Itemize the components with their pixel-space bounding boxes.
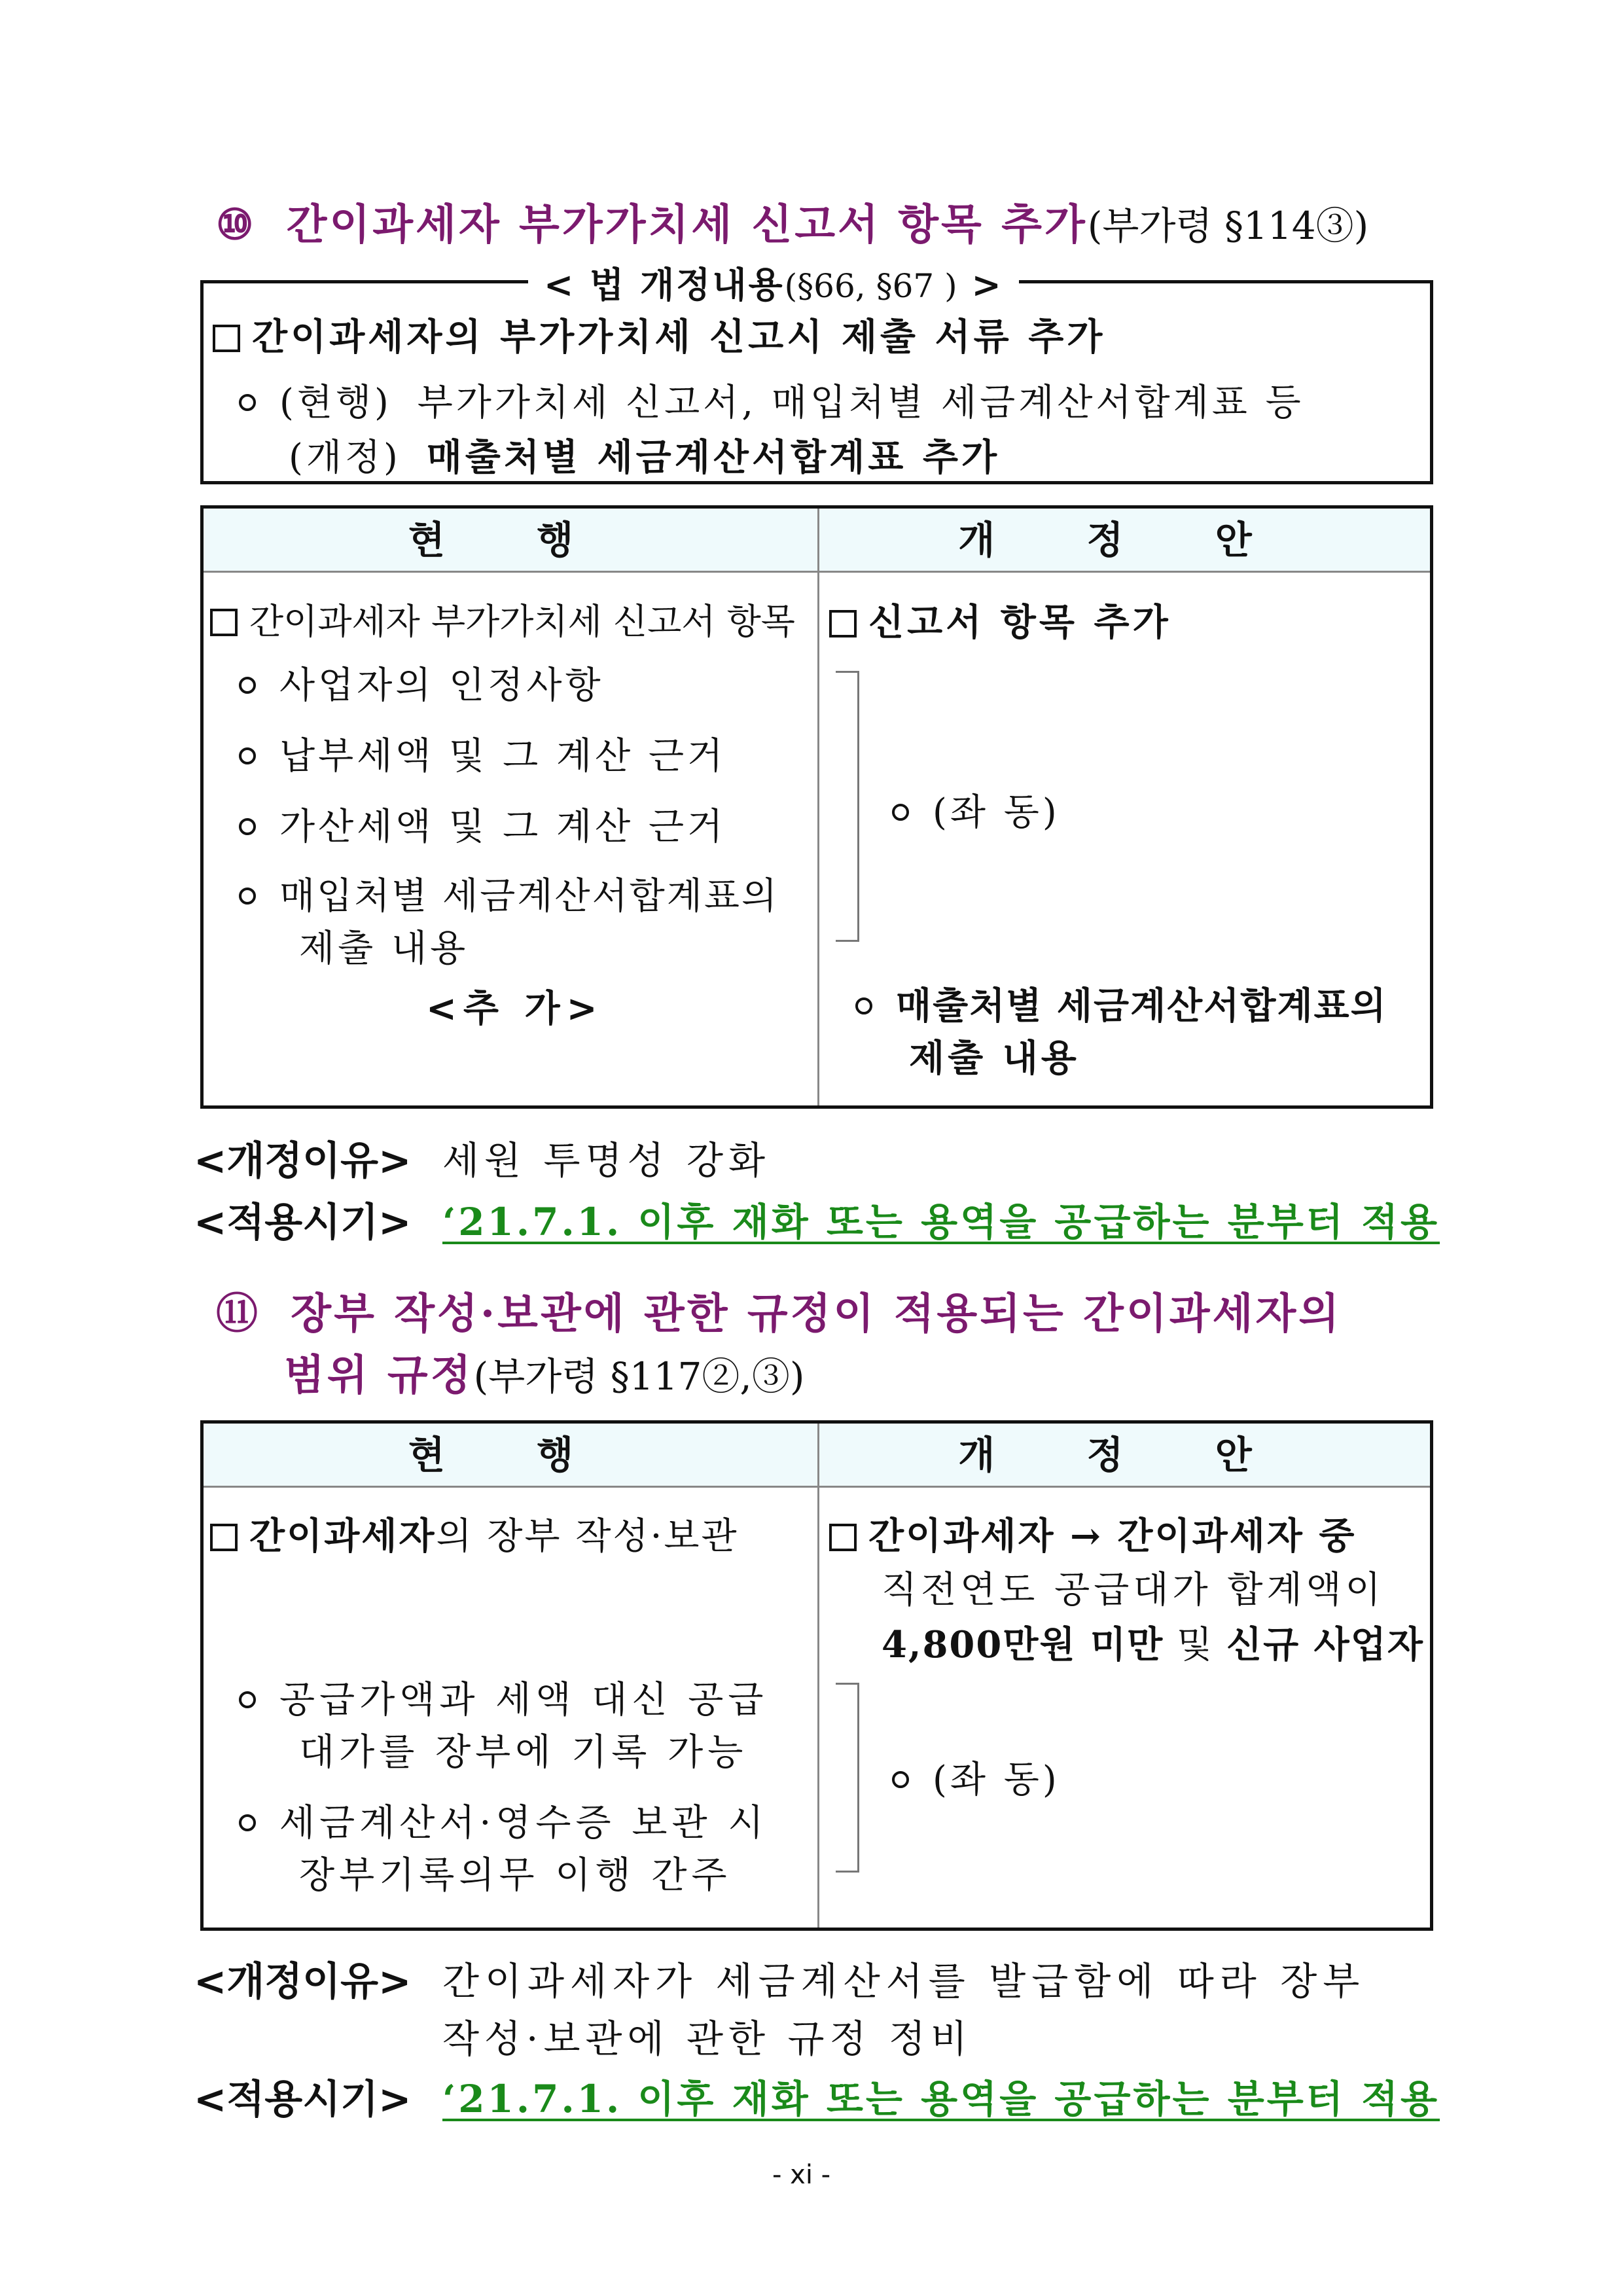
left-item-4-cont: 제출 내용 <box>299 927 469 970</box>
checkbox-icon <box>829 1524 857 1551</box>
section-10-title <box>216 191 1368 251</box>
left-item-2: 세금계산서·영수증 보관 시 <box>239 1794 768 1846</box>
right-heading: 간이과세자 → 간이과세자 중 <box>829 1507 1356 1560</box>
left-item-2-cont: 장부기록의무 이행 간주 <box>299 1854 732 1897</box>
law-box-current: (현행) 부가가치세 신고서, 매입처별 세금계산서합계표 등 <box>239 374 1304 426</box>
left-heading: 간이과세자의 장부 작성·보관 <box>210 1507 739 1560</box>
law-amendment-box <box>200 264 1433 484</box>
effective-text-11: ‘21.7.1. 이후 재화 또는 용역을 공급하는 분부터 적용 <box>442 2077 1440 2121</box>
bullet-circle-icon <box>239 1814 256 1831</box>
section-11-title-line1: ⑪ 장부 작성·보관에 관한 규정이 적용되는 간이과세자의 <box>216 1289 1342 1338</box>
bullet-circle-icon <box>855 997 872 1014</box>
reason-text-11-line2: 작성·보관에 관한 규정 정비 <box>442 2017 973 2061</box>
section-11-title-line2: 범위 규정(부가령 §117②,③) <box>284 1351 805 1400</box>
column-divider <box>817 509 819 1105</box>
bullet-circle-icon <box>239 818 256 835</box>
comparison-table-10 <box>200 505 1433 1109</box>
left-item-4: 매입처별 세금계산서합계표의 <box>239 867 779 920</box>
effective-label-11: <적용시기> <box>194 2077 412 2123</box>
left-item-1-cont: 대가를 장부에 기록 가능 <box>299 1731 748 1774</box>
bullet-circle-icon <box>239 888 256 905</box>
column-divider <box>817 1424 819 1928</box>
bracket-line <box>836 671 859 942</box>
effective-text-10: ‘21.7.1. 이후 재화 또는 용역을 공급하는 분부터 적용 <box>442 1200 1440 1244</box>
right-same: (좌 동) <box>892 783 1060 836</box>
reason-text-10: 세원 투명성 강화 <box>442 1138 771 1183</box>
bullet-circle-icon <box>892 1771 909 1788</box>
bullet-circle-icon <box>239 394 256 411</box>
table-header-current: 현 행 <box>204 509 817 573</box>
right-heading: 신고서 항목 추가 <box>829 594 1171 646</box>
table-header-revised: 개 정 안 <box>819 1424 1430 1488</box>
bullet-circle-icon <box>239 677 256 694</box>
left-item-3: 가산세액 및 그 계산 근거 <box>239 798 726 850</box>
table-header-current: 현 행 <box>204 1424 817 1488</box>
table-header-revised: 개 정 안 <box>819 509 1430 573</box>
left-heading: 간이과세자 부가가치세 신고서 항목 <box>210 594 795 644</box>
checkbox-icon <box>210 609 238 636</box>
section-10-heading: 간이과세자 부가가치세 신고서 항목 추가 <box>286 200 1088 249</box>
law-box-revised: (개정) 매출처별 세금계산서합계표 추가 <box>289 436 1001 479</box>
section-11-citation: (부가령 §117②,③) <box>473 1354 805 1399</box>
bullet-circle-icon <box>239 747 256 764</box>
left-item-2: 납부세액 및 그 계산 근거 <box>239 727 726 780</box>
comparison-table-11 <box>200 1420 1433 1931</box>
right-new-item-cont: 제출 내용 <box>909 1037 1080 1080</box>
effective-label-10: <적용시기> <box>194 1200 412 1246</box>
right-same: (좌 동) <box>892 1751 1060 1803</box>
right-new-item: 매출처별 세금계산서합계표의 <box>855 977 1387 1030</box>
reason-text-11-line1: 간이과세자가 세금계산서를 발급함에 따라 장부 <box>442 1959 1366 2003</box>
left-item-1: 공급가액과 세액 대신 공급 <box>239 1671 768 1723</box>
section-10-number: ⑩ <box>216 200 257 249</box>
checkbox-icon <box>213 325 240 352</box>
right-line-3: 4,800만원 미만 및 신규 사업자 <box>882 1623 1424 1666</box>
reason-label-10: <개정이유> <box>194 1138 412 1184</box>
right-line-2: 직전연도 공급대가 합계액이 <box>882 1569 1385 1611</box>
section-11-number: ⑪ <box>216 1289 260 1338</box>
page-number: - xi - <box>772 2160 831 2190</box>
law-box-heading: 간이과세자의 부가가치세 신고시 제출 서류 추가 <box>213 308 1105 361</box>
left-item-1: 사업자의 인정사항 <box>239 656 604 709</box>
left-add-label: <추 가> <box>426 988 604 1030</box>
bullet-circle-icon <box>239 1691 256 1708</box>
reason-label-11: <개정이유> <box>194 1959 412 2005</box>
bullet-circle-icon <box>892 804 909 821</box>
bracket-line <box>836 1683 859 1873</box>
law-box-legend: < 법 개정내용(§66, §67 ) > <box>528 257 1019 308</box>
section-10-citation: (부가령 §114③) <box>1087 204 1369 248</box>
checkbox-icon <box>829 610 857 637</box>
checkbox-icon <box>210 1524 238 1551</box>
